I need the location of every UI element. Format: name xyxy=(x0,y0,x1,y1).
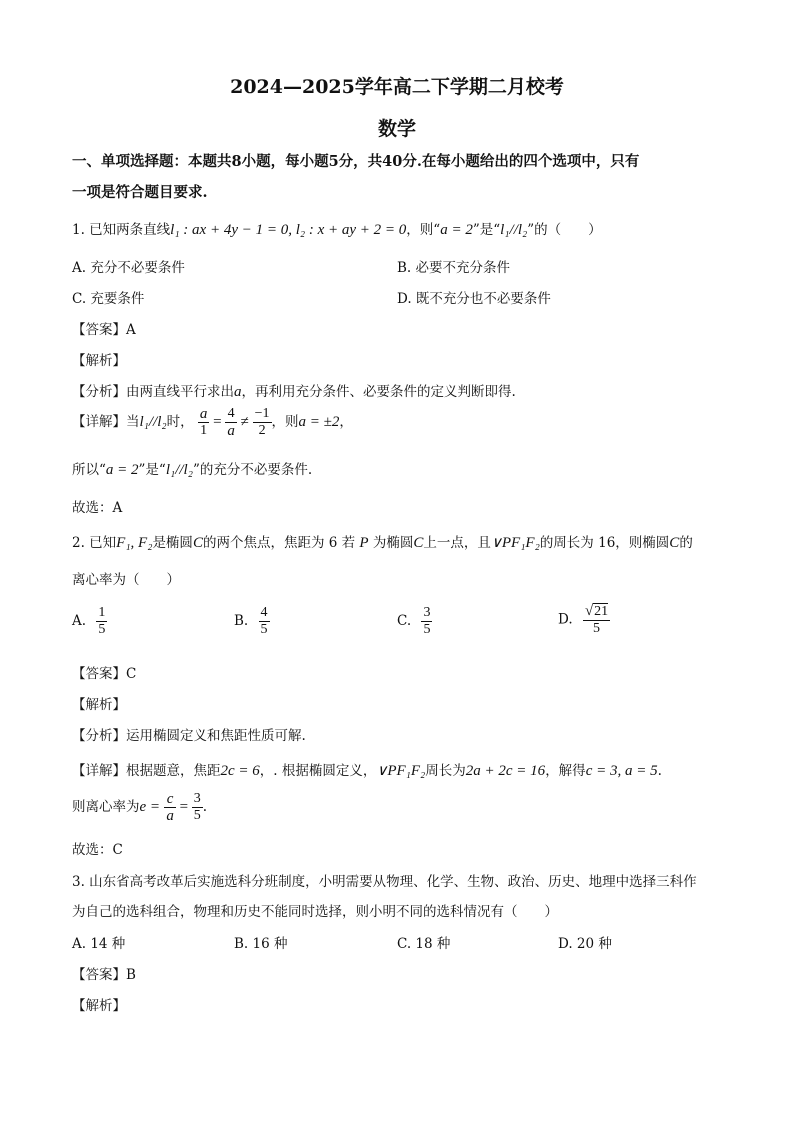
section-header-line2: 一项是符合题目要求. xyxy=(72,184,208,201)
q2-choose: 故选：C xyxy=(72,842,123,858)
q3-answer: 【答案】B xyxy=(72,967,136,983)
q1-detail: 【详解】当l₁//l₂时， $\frac{a}{1}$ = $\frac{4}{a}$ ≠ $\frac{-1}{2}$ ，则a = ±2， xyxy=(72,406,353,439)
subject-title: 数学 xyxy=(377,118,416,140)
q1-choose: 故选：A xyxy=(72,500,123,516)
q1-option-b: B. 必要不充分条件 xyxy=(397,260,511,276)
q3-option-c: C. 18 种 xyxy=(397,936,451,952)
q2-option-d: D. $\frac{√21}{5}$ xyxy=(558,603,609,636)
q1-frac-2: $\frac{4}{a}$ xyxy=(227,406,235,439)
section-header-line1: 一、单项选择题：本题共8小题，每小题5分，共40分.在每小题给出的四个选项中，只有 xyxy=(72,153,640,170)
q1-analysis: 【分析】由两直线平行求出a，再利用充分条件、必要条件的定义判断即得. xyxy=(72,384,516,400)
q1-jiexi: 【解析】 xyxy=(72,353,126,369)
q3-option-d: D. 20 种 xyxy=(558,936,612,952)
q3-stem-line2: 为自己的选科组合，物理和历史不能同时选择，则小明不同的选科情况有（ ） xyxy=(72,904,558,920)
q3-jiexi: 【解析】 xyxy=(72,998,126,1014)
page-title: 2024—2025学年高二下学期二月校考 xyxy=(230,76,564,98)
q1-option-c: C. 充要条件 xyxy=(72,291,145,307)
q3-stem-line1: 3. 山东省高考改革后实施选科分班制度，小明需要从物理、化学、生物、政治、历史、地理中选择三科作 xyxy=(72,874,697,890)
q1-option-d: D. 既不充分也不必要条件 xyxy=(397,291,551,307)
q2-detail: 【详解】根据题意，焦距2c = 6，. 根据椭圆定义，∨PF₁F₂周长为2a + 2c = 16，解得c = 3, a = 5. xyxy=(72,763,662,779)
q1-lines-eq: l₁ : ax + 4y − 1 = 0, l₂ : x + ay + 2 = 0 xyxy=(170,222,407,238)
q2-eccentricity: 则离心率为e = $\frac{c}{a}$ = $\frac{3}{5}$ . xyxy=(72,791,208,824)
q2-option-a: A. $\frac{1}{5}$ xyxy=(72,605,106,637)
q1-stem: 1. 已知两条直线l₁ : ax + 4y − 1 = 0, l₂ : x + ay + 2 = 0，则“a = 2”是“l₁//l₂”的（ ） xyxy=(72,222,602,238)
q3-option-b: B. 16 种 xyxy=(234,936,288,952)
q1-frac-3: $\frac{-1}{2}$ xyxy=(254,406,270,438)
q2-option-b: B. $\frac{4}{5}$ xyxy=(234,605,268,637)
q2-option-c: C. $\frac{3}{5}$ xyxy=(397,605,431,637)
q1-frac-1: $\frac{a}{1}$ xyxy=(199,406,208,438)
q2-answer: 【答案】C xyxy=(72,666,137,682)
q1-option-a: A. 充分不必要条件 xyxy=(72,260,185,276)
q2-jiexi: 【解析】 xyxy=(72,697,126,713)
q2-analysis: 【分析】运用椭圆定义和焦距性质可解. xyxy=(72,728,306,744)
q1-answer: 【答案】A xyxy=(72,322,136,338)
q2-stem-line2: 离心率为（ ） xyxy=(72,572,180,588)
q3-option-a: A. 14 种 xyxy=(72,936,126,952)
q1-conclusion: 所以“a = 2”是“l₁//l₂”的充分不必要条件. xyxy=(72,462,313,478)
q2-stem: 2. 已知F₁, F₂是椭圆C的两个焦点，焦距为 6 若 P 为椭圆C上一点，且∨PF₁F₂的周长为 16，则椭圆C的 xyxy=(72,535,693,551)
